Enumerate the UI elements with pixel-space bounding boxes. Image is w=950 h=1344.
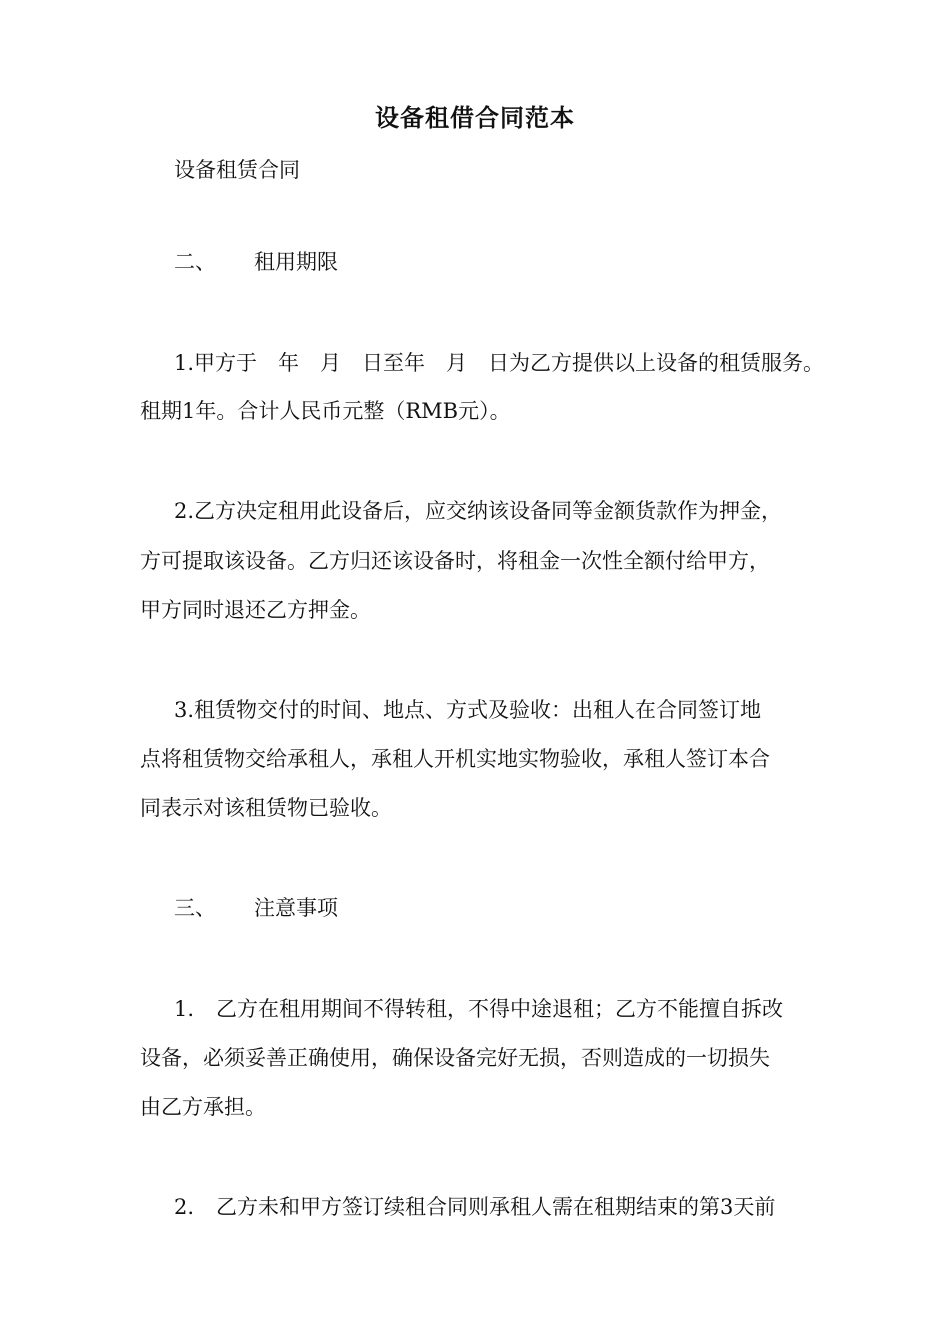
paragraph-line: 同表示对该租赁物已验收。 (140, 796, 392, 820)
paragraph-line: 甲方同时退还乙方押金。 (140, 598, 371, 622)
numbered-item-1 (174, 994, 783, 1024)
document-subtitle: 设备租赁合同 (174, 158, 300, 182)
item-number: 1. (174, 997, 195, 1021)
section-number: 三、 (174, 896, 216, 920)
paragraph-line: 方可提取该设备。乙方归还该设备时，将租金一次性全额付给甲方， (140, 549, 770, 573)
section-heading-3 (174, 893, 338, 923)
paragraph-line: 由乙方承担。 (140, 1095, 266, 1119)
paragraph-line: 3.租赁物交付的时间、地点、方式及验收：出租人在合同签订地 (174, 698, 762, 722)
section-title: 租用期限 (254, 250, 338, 274)
paragraph-line: 点将租赁物交给承租人，承租人开机实地实物验收，承租人签订本合 (140, 747, 770, 771)
section-title: 注意事项 (254, 896, 338, 920)
numbered-item-2 (174, 1192, 775, 1222)
section-number: 二、 (174, 250, 216, 274)
paragraph-line: 1.甲方于 年 月 日至年 月 日为乙方提供以上设备的租赁服务。 (174, 351, 825, 375)
paragraph-line: 2.乙方决定租用此设备后，应交纳该设备同等金额货款作为押金， (174, 499, 783, 523)
paragraph-line: 乙方在租用期间不得转租，不得中途退租；乙方不能擅自拆改 (216, 997, 783, 1021)
paragraph-line: 乙方未和甲方签订续租合同则承租人需在租期结束的第3天前 (216, 1195, 776, 1219)
document-title: 设备租借合同范本 (375, 103, 575, 132)
item-number: 2. (174, 1195, 195, 1219)
section-heading-2 (174, 247, 338, 277)
paragraph-line: 租期1年。合计人民币元整（RMB元）。 (140, 399, 511, 423)
paragraph-line: 设备，必须妥善正确使用，确保设备完好无损，否则造成的一切损失 (140, 1046, 770, 1070)
